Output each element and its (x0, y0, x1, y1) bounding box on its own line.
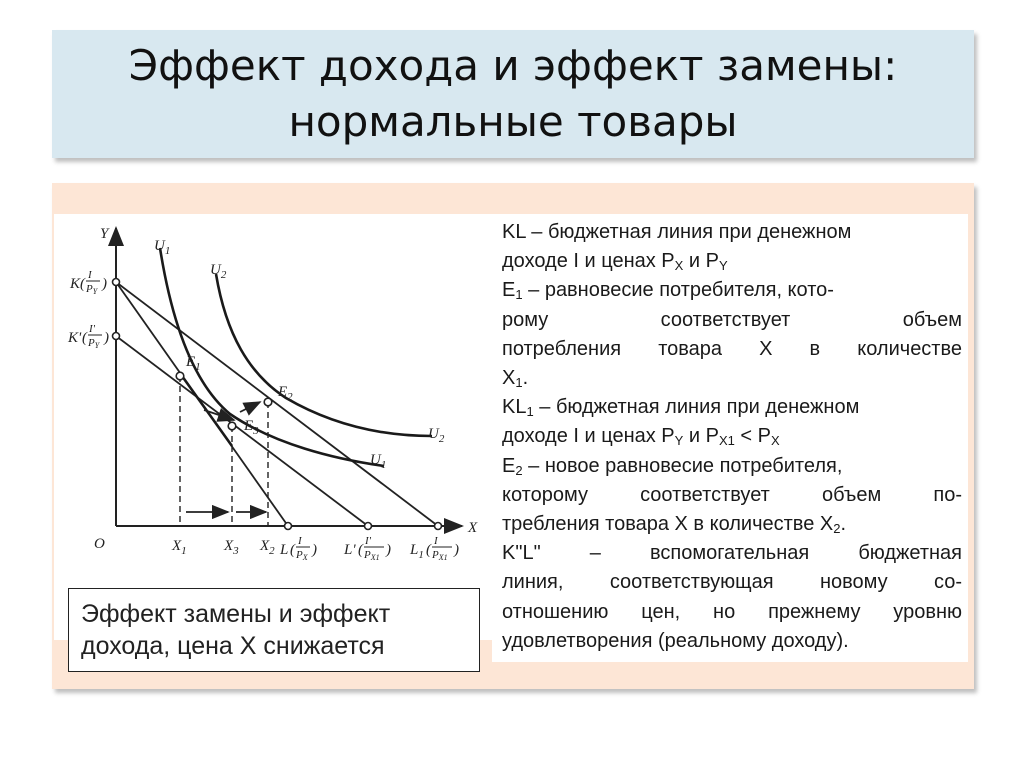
point-K-prime (113, 333, 120, 340)
budget-line-KL1 (116, 282, 438, 526)
text-kl2-line4: удовлетворения (реальному доходу). (502, 629, 849, 652)
label-X3: $X_3$ (224, 538, 239, 557)
svg-text:I': I' (365, 535, 372, 547)
svg-text:(: ( (358, 542, 363, 558)
caption-box (68, 588, 480, 672)
budget-line-KpLp (116, 336, 368, 526)
label-U1-right: $U_1$ (370, 452, 387, 471)
caption-line-1: Эффект замены и эффект (81, 600, 391, 628)
slide-title-line-1: Эффект дохода и эффект замены: (128, 41, 898, 90)
text-kl2-line3: отношению цен, но прежнему уровню (502, 600, 962, 623)
svg-text:): ) (454, 542, 459, 558)
point-E1 (176, 372, 184, 380)
y-axis-label: Y (100, 226, 109, 242)
svg-text:I': I' (89, 323, 96, 335)
point-L (285, 523, 292, 530)
caption-line-2: дохода, цена X снижается (81, 632, 385, 660)
svg-text:PX: PX (296, 549, 308, 562)
svg-text:I: I (88, 269, 92, 281)
text-e1-line2: рому соответствует объем (502, 308, 962, 331)
indifference-curve-U2 (216, 274, 432, 436)
point-E3 (228, 422, 236, 430)
svg-text:L1: $L_1$ (410, 542, 424, 561)
diagram-svg (54, 214, 492, 640)
svg-text:I: I (298, 535, 302, 547)
text-kl1-line2: доходе I и ценах $P_Y$ и $P_{X1} < P_X$ (502, 425, 780, 449)
point-L-prime (365, 523, 372, 530)
text-e2-line2: которому соответствует объем по- (502, 483, 962, 506)
svg-text:(: ( (290, 542, 295, 558)
slide-title-line-2: нормальные товары (288, 97, 738, 146)
label-U2-right: $U_2$ (428, 426, 445, 445)
svg-text:K: K (70, 276, 81, 292)
label-E1: $E_1$ (186, 354, 201, 373)
label-U1-top: $U_1$ (154, 238, 171, 257)
text-e1-line1: $E_1$ – равновесие потребителя, кото- (502, 279, 834, 303)
text-e1-line4: $X_1$. (502, 367, 529, 391)
text-e2-line3: требления товара X в количестве $X_2$. (502, 513, 847, 537)
title-banner (52, 30, 974, 158)
point-L1 (435, 523, 442, 530)
svg-text:): ) (386, 542, 391, 558)
svg-text:K': K' (68, 330, 82, 346)
text-kl2-line1: K"L" – вспомогательная бюджетная (502, 542, 962, 565)
svg-text:): ) (102, 276, 107, 292)
svg-text:PX1: PX1 (432, 549, 448, 562)
svg-text:(: ( (426, 542, 431, 558)
label-L (279, 535, 317, 562)
svg-text:(: ( (80, 276, 85, 292)
label-E2: $E_2$ (278, 384, 293, 403)
text-kl2-line2: линия, соответствующая новому со- (502, 571, 962, 594)
indifference-curve-diagram (54, 214, 492, 640)
svg-text:(: ( (82, 330, 87, 346)
svg-text:PX1: PX1 (364, 549, 380, 562)
text-kl-line1: KL – бюджетная линия при денежном (502, 221, 852, 243)
svg-text:I: I (434, 535, 438, 547)
label-X2: $X_2$ (260, 538, 275, 557)
svg-text:PY: PY (88, 337, 100, 350)
svg-text:L': L' (344, 542, 356, 558)
svg-text:): ) (312, 542, 317, 558)
text-kl-line2: доходе I и ценах $P_X$ и $P_Y$ (502, 250, 728, 274)
label-L-prime (343, 535, 391, 562)
e3-to-e2-arrow (240, 402, 260, 412)
svg-text:PY: PY (86, 283, 98, 296)
label-X1: $X_1$ (172, 538, 187, 557)
label-E3: $E_3$ (244, 418, 259, 437)
text-e2-line1: $E_2$ – новое равновесие потребителя, (502, 454, 843, 478)
label-L1 (409, 535, 459, 562)
svg-text:): ) (104, 330, 109, 346)
explanation-panel (492, 214, 968, 662)
label-K (69, 269, 107, 296)
text-e1-line3: потребления товара X в количестве (502, 337, 962, 360)
point-E2 (264, 398, 272, 406)
label-K-prime (67, 323, 109, 350)
text-kl1-line1: $KL_1$ – бюджетная линия при денежном (502, 396, 860, 420)
x-axis-label: X (468, 520, 478, 536)
point-K (113, 279, 120, 286)
label-U2-top: $U_2$ (210, 262, 227, 281)
svg-text:L: L (280, 542, 289, 558)
origin-label: O (94, 536, 105, 552)
